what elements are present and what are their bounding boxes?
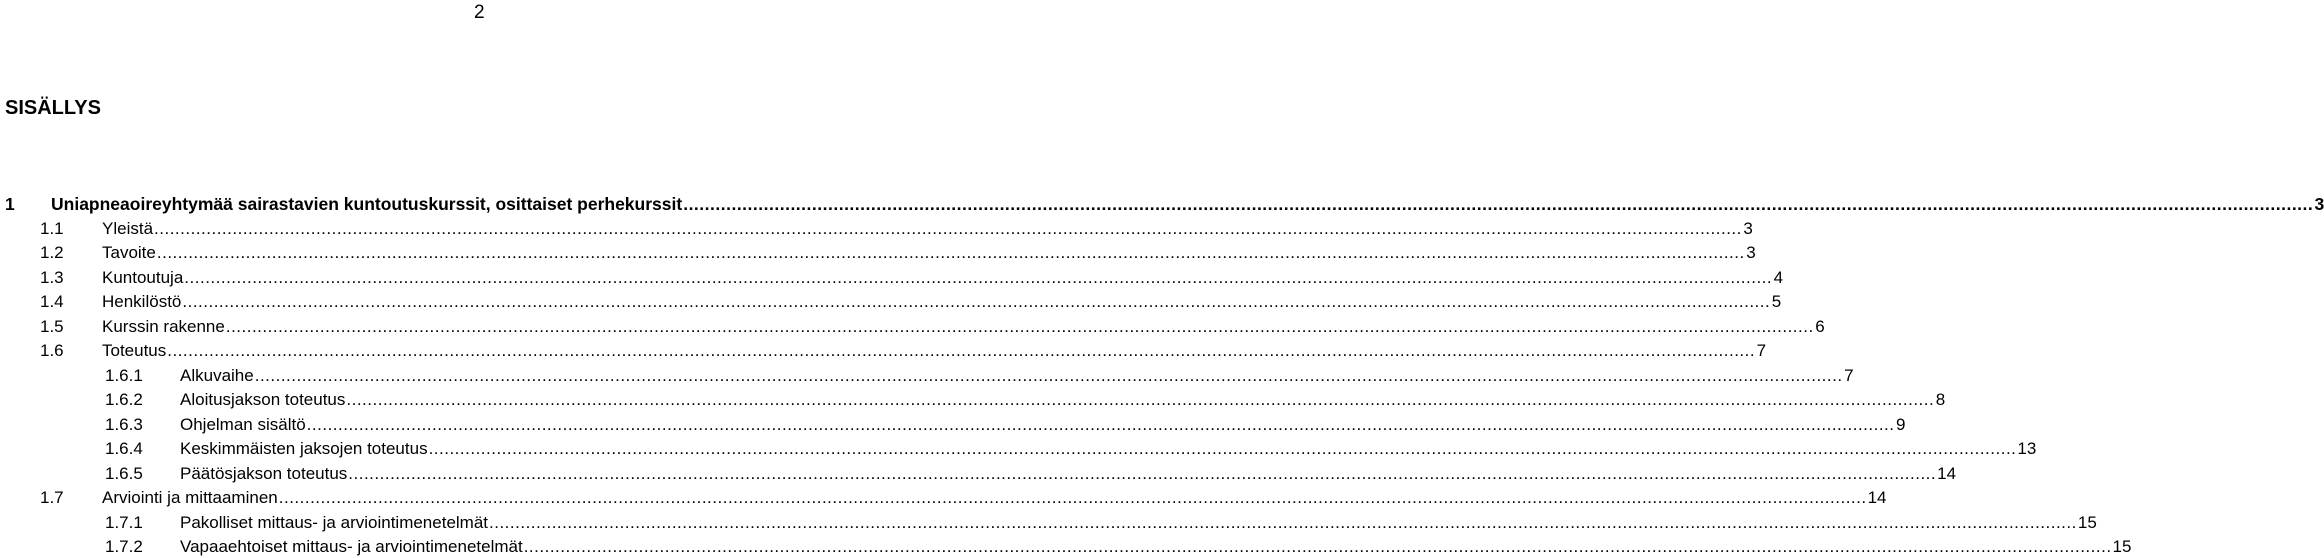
toc-entry-title: Aloitusjakson toteutus: [180, 390, 346, 409]
toc-entry[interactable]: [0, 410, 1906, 435]
toc-entry-number: 1.6.1: [105, 365, 143, 385]
toc-entry-title: Keskimmäisten jaksojen toteutus: [180, 439, 428, 458]
toc-entry-title: Tavoite: [102, 243, 156, 262]
toc-entry[interactable]: [0, 239, 1756, 264]
toc-entry-title: Arviointi ja mittaaminen: [102, 488, 278, 507]
toc-entry-title: Päätösjakson toteutus: [180, 463, 348, 483]
toc-entry-title: Vapaaehtoiset mittaus- ja arviointimenetelmät: [180, 537, 523, 556]
toc-entry-title: Kurssin rakenne: [102, 316, 225, 336]
toc-entry-number: 1.7.1: [105, 512, 143, 532]
toc-entry[interactable]: [0, 361, 1854, 386]
toc-entry-number: 1.2: [40, 243, 64, 262]
toc-entry[interactable]: [0, 214, 1753, 239]
toc-dot-leader: [255, 366, 1843, 386]
toc-entry[interactable]: [0, 386, 1946, 411]
toc-heading: SISÄLLYS: [5, 97, 101, 119]
toc-entry-title: Henkilöstö: [102, 292, 182, 311]
toc-entry[interactable]: [0, 186, 2324, 214]
toc-entry[interactable]: [0, 312, 1825, 337]
toc-dot-leader: [154, 219, 1742, 239]
toc-entry-page: 7: [1844, 365, 1854, 385]
toc-entry-page: 15: [2112, 537, 2132, 556]
toc-entry-number: 1.7.2: [105, 537, 143, 556]
toc-entry[interactable]: [0, 484, 1887, 509]
toc-entry[interactable]: [0, 508, 2097, 533]
toc-entry-title: Ohjelman sisältö: [180, 414, 306, 434]
toc-entry-page: 5: [1771, 292, 1782, 311]
toc-entry-number: 1.7: [40, 488, 64, 507]
toc-entry-page: 6: [1815, 316, 1825, 336]
toc-entry[interactable]: [0, 533, 2132, 558]
toc-entry-page: 3: [2314, 194, 2324, 214]
toc-dot-leader: [279, 488, 1867, 508]
toc-entry-page: 8: [1935, 390, 1946, 409]
toc-dot-leader: [307, 415, 1895, 435]
toc-entry-number: 1.3: [40, 267, 64, 287]
toc-entry-number: 1.1: [40, 218, 64, 238]
toc-entry-number: 1: [5, 194, 15, 214]
toc-entry[interactable]: [0, 435, 2037, 460]
toc-entry-number: 1.6.4: [105, 439, 143, 458]
toc-dot-leader: [524, 537, 2112, 557]
toc-entry-number: 1.6.2: [105, 390, 143, 409]
toc-entry-number: 1.6.5: [105, 463, 143, 483]
toc-entry[interactable]: [0, 459, 1957, 484]
toc-entry-page: 4: [1773, 267, 1784, 287]
toc-dot-leader: [182, 292, 1770, 312]
toc-dot-leader: [346, 390, 1934, 410]
toc-dot-leader: [429, 439, 2017, 459]
toc-entry-page: 14: [1867, 488, 1887, 507]
toc-dot-leader: [489, 513, 2077, 533]
toc-entry-title: Uniapneaoireyhtymää sairastavien kuntoutuskurssit, osittaiset perhekurssit: [51, 194, 683, 214]
toc-entry-page: 9: [1896, 414, 1906, 434]
toc-entry-title: Kuntoutuja: [102, 267, 184, 287]
page-number: 2: [474, 2, 485, 23]
toc-entry-number: 1.6: [40, 341, 64, 360]
toc-entry-page: 14: [1937, 463, 1957, 483]
toc-dot-leader: [683, 194, 2313, 214]
toc-dot-leader: [157, 243, 1745, 263]
table-of-contents: [0, 186, 2324, 557]
toc-dot-leader: [348, 464, 1936, 484]
toc-entry-page: 15: [2077, 512, 2097, 532]
toc-entry-page: 7: [1756, 341, 1767, 360]
toc-entry-number: 1.6.3: [105, 414, 143, 434]
toc-entry-title: Yleistä: [102, 218, 154, 238]
toc-dot-leader: [184, 268, 1772, 288]
toc-entry-number: 1.4: [40, 292, 64, 311]
toc-entry[interactable]: [0, 337, 1767, 362]
toc-entry-page: 13: [2017, 439, 2037, 458]
toc-dot-leader: [167, 341, 1755, 361]
toc-entry-number: 1.5: [40, 316, 64, 336]
toc-entry-page: 3: [1743, 218, 1753, 238]
toc-entry[interactable]: [0, 263, 1784, 288]
toc-entry-title: Toteutus: [102, 341, 167, 360]
toc-entry-title: Pakolliset mittaus- ja arviointimenetelmät: [180, 512, 489, 532]
toc-entry[interactable]: [0, 288, 1782, 313]
toc-entry-title: Alkuvaihe: [180, 365, 254, 385]
toc-entry-page: 3: [1746, 243, 1756, 262]
toc-dot-leader: [226, 317, 1814, 337]
